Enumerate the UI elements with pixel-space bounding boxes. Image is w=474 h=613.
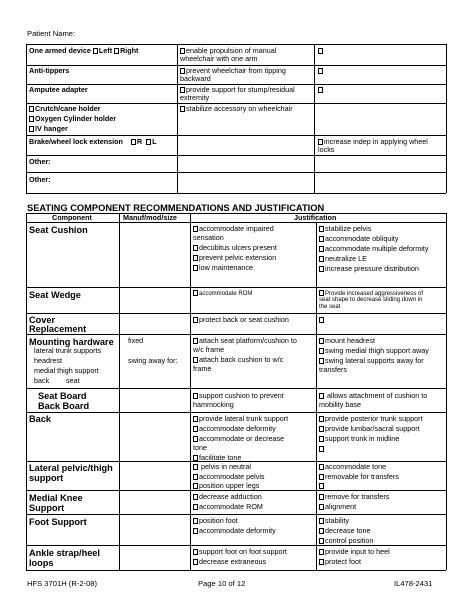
opt-remove-transfers[interactable]: remove for transfers bbox=[319, 493, 389, 501]
iv-hanger-option[interactable]: IV hanger bbox=[29, 125, 68, 133]
one-armed-device-label: One armed device Left Right bbox=[29, 46, 139, 55]
opt-wedge-aggressiveness-cont: seat shape to decrease sliding down in bbox=[319, 297, 423, 303]
brake-indep-cont: locks bbox=[318, 145, 335, 154]
back-blank-checkbox[interactable] bbox=[319, 445, 325, 453]
opt-decrease-tone[interactable]: accommodate or decrease bbox=[193, 435, 284, 443]
left-checkbox[interactable] bbox=[93, 48, 98, 54]
footer-doc-id: IL478-2431 bbox=[394, 579, 433, 588]
opt-decrease-adduction[interactable]: decrease adduction bbox=[193, 493, 262, 501]
medial-knee-label: Medial Knee bbox=[29, 493, 83, 503]
opt-input-heel[interactable]: provide input to heel bbox=[319, 548, 390, 556]
opt-foot-decrease-tone[interactable]: decrease tone bbox=[319, 527, 371, 535]
opt-stability[interactable]: stability bbox=[319, 517, 349, 525]
back-label: Back bbox=[29, 414, 51, 424]
lateral-pelvic-label: Lateral pelvic/thigh bbox=[29, 463, 113, 473]
opt-support-hammocking[interactable]: support cushion to prevent bbox=[193, 392, 284, 400]
opt-accommodate-tone[interactable]: accommodate tone bbox=[319, 463, 386, 471]
oxygen-holder-option[interactable]: Oxygen Cylinder holder bbox=[29, 115, 116, 123]
prevent-tipping-option[interactable]: prevent wheelchair from tipping bbox=[180, 67, 286, 75]
opt-allows-attachment[interactable]: allows attachment of cushion to bbox=[319, 392, 427, 400]
footer-form-number: HFS 3701H (R-2-08) bbox=[27, 579, 98, 588]
seat-wedge-label: Seat Wedge bbox=[29, 290, 81, 300]
seat-board-label: Seat Board bbox=[38, 391, 87, 401]
footer-page-number: Page 10 of 12 bbox=[198, 579, 246, 588]
r-checkbox[interactable] bbox=[131, 139, 136, 145]
row1-col3-checkbox[interactable] bbox=[318, 47, 324, 55]
opt-stabilize-pelvis[interactable]: stabilize pelvis bbox=[319, 225, 371, 233]
opt-protect-foot[interactable]: protect foot bbox=[319, 558, 361, 566]
propulsion-option[interactable]: enable propulsion of manual bbox=[180, 47, 276, 55]
anti-tippers-label: Anti-tippers bbox=[29, 66, 70, 75]
loops-label: loops bbox=[29, 558, 54, 568]
header-manuf: Manuf/mod/size bbox=[123, 213, 177, 222]
mounting-hardware-label: Mounting hardware bbox=[29, 337, 114, 347]
opt-wedge-aggressiveness[interactable]: Provide increased aggressiveness of bbox=[319, 290, 423, 298]
opt-allows-attachment-cont: mobility base bbox=[319, 400, 361, 409]
opt-wedge-aggressiveness-cont2: the seat bbox=[319, 304, 341, 310]
mount-item-seat: seat bbox=[66, 376, 80, 385]
opt-facilitate-tone[interactable]: facilitate tone bbox=[193, 454, 241, 462]
opt-attach-seat-cont: w/c frame bbox=[193, 345, 225, 354]
opt-support-foot[interactable]: support foot on foot support bbox=[193, 548, 287, 556]
opt-pressure-distribution[interactable]: increase pressure distribution bbox=[319, 265, 419, 273]
other-label-1: Other: bbox=[29, 157, 51, 166]
header-justification: Justification bbox=[294, 213, 337, 222]
opt-control-position[interactable]: control position bbox=[319, 537, 373, 545]
opt-lateral-trunk[interactable]: provide lateral trunk support bbox=[193, 415, 288, 423]
opt-position-foot[interactable]: position foot bbox=[193, 517, 238, 525]
opt-decrease-extraneous[interactable]: decrease extraneous bbox=[193, 558, 266, 566]
opt-removable-transfers[interactable]: removable for transfers bbox=[319, 473, 399, 481]
opt-multiple-deformity[interactable]: accommodate multiple deformity bbox=[319, 245, 428, 253]
section-title: SEATING COMPONENT RECOMMENDATIONS AND JUSTIFICATION bbox=[27, 203, 325, 213]
opt-accommodate-pelvis[interactable]: accommodate pelvis bbox=[193, 473, 265, 481]
opt-lumbar-sacral[interactable]: provide lumbar/sacral support bbox=[319, 425, 420, 433]
opt-obliquity[interactable]: accommodate obliquity bbox=[319, 235, 399, 243]
mount-swing-label: swing away for: bbox=[128, 356, 178, 365]
stump-support-option[interactable]: provide support for stump/residual bbox=[180, 86, 295, 94]
opt-attach-back-cont: frame bbox=[193, 364, 212, 373]
opt-wedge-rom[interactable]: accommodate ROM bbox=[193, 290, 252, 298]
opt-pelvis-neutral[interactable]: pelvis in neutral bbox=[193, 463, 251, 471]
brake-indep-option[interactable]: increase indep in applying wheel bbox=[318, 138, 428, 146]
opt-posterior-trunk[interactable]: provide posterior trunk support bbox=[319, 415, 422, 423]
brake-extension-label: Brake/wheel lock extension R L bbox=[29, 137, 157, 146]
lateral-support-label: support bbox=[29, 473, 64, 483]
opt-protect-cushion[interactable]: protect back or seat cushion bbox=[193, 316, 289, 324]
opt-support-hammocking-cont: hammocking bbox=[193, 400, 234, 409]
right-checkbox[interactable] bbox=[114, 48, 119, 54]
opt-swing-lateral-cont: transfers bbox=[319, 365, 347, 374]
opt-back-deformity[interactable]: accommodate deformity bbox=[193, 425, 276, 433]
opt-swing-lateral[interactable]: swing lateral supports away for bbox=[319, 357, 424, 365]
foot-support-label: Foot Support bbox=[29, 517, 87, 527]
medial-support-label: Support bbox=[29, 503, 65, 513]
crutch-holder-option[interactable]: Crutch/cane holder bbox=[29, 105, 101, 113]
opt-trunk-midline[interactable]: support trunk in midline bbox=[319, 435, 399, 443]
opt-neutralize-le[interactable]: neutralize LE bbox=[319, 255, 367, 263]
opt-decrease-tone-cont: tone bbox=[193, 443, 207, 452]
mount-item-back: back bbox=[34, 376, 50, 385]
header-component: Component bbox=[52, 213, 92, 222]
propulsion-option-cont: wheelchair with one arm bbox=[180, 54, 258, 63]
opt-swing-medial[interactable]: swing medial thigh support away bbox=[319, 347, 429, 355]
row2-col3-checkbox[interactable] bbox=[318, 67, 324, 75]
prevent-tipping-cont: backward bbox=[180, 74, 211, 83]
cover-label: Cover bbox=[29, 315, 56, 325]
mount-item-lateral: lateral trunk supports bbox=[34, 346, 102, 355]
opt-alignment[interactable]: alignment bbox=[319, 503, 356, 511]
opt-foot-deformity[interactable]: accommodate deformity bbox=[193, 527, 276, 535]
mount-item-headrest: headrest bbox=[34, 356, 62, 365]
l-checkbox[interactable] bbox=[146, 139, 151, 145]
opt-impaired-sensation-cont: sensation bbox=[193, 233, 224, 242]
other-label-2: Other: bbox=[29, 175, 51, 184]
row3-col3-checkbox[interactable] bbox=[318, 86, 324, 94]
opt-impaired-sensation[interactable]: accommodate impaired bbox=[193, 225, 274, 233]
opt-pelvic-extension[interactable]: prevent pelvic extension bbox=[193, 254, 276, 262]
stabilize-accessory-option[interactable]: stabilize accessory on wheelchair bbox=[180, 105, 293, 113]
opt-mount-headrest[interactable]: mount headrest bbox=[319, 337, 375, 345]
cover-col3-checkbox[interactable] bbox=[319, 316, 325, 324]
opt-upper-legs[interactable]: position upper legs bbox=[193, 482, 259, 490]
mount-item-medial: medial thigh support bbox=[34, 366, 99, 375]
seat-cushion-label: Seat Cushion bbox=[29, 225, 88, 235]
ankle-strap-label: Ankle strap/heel bbox=[29, 548, 100, 558]
patient-name-label: Patient Name: bbox=[27, 29, 76, 38]
opt-low-maintenance[interactable]: low maintenance bbox=[193, 264, 253, 272]
replacement-label: Replacement bbox=[29, 324, 87, 334]
amputee-adapter-label: Amputee adapter bbox=[29, 85, 88, 94]
back-board-label: Back Board bbox=[38, 401, 90, 411]
opt-attach-seat[interactable]: attach seat platform/cushion to bbox=[193, 337, 297, 345]
opt-attach-back[interactable]: attach back cushion to w/c bbox=[193, 356, 283, 364]
opt-decubitus[interactable]: decubitus ulcers present bbox=[193, 244, 277, 252]
lateral-blank-checkbox[interactable] bbox=[319, 482, 325, 490]
opt-medial-rom[interactable]: accommodate ROM bbox=[193, 503, 263, 511]
stump-support-cont: extremity bbox=[180, 93, 210, 102]
mount-fixed-label: fixed bbox=[128, 336, 144, 345]
